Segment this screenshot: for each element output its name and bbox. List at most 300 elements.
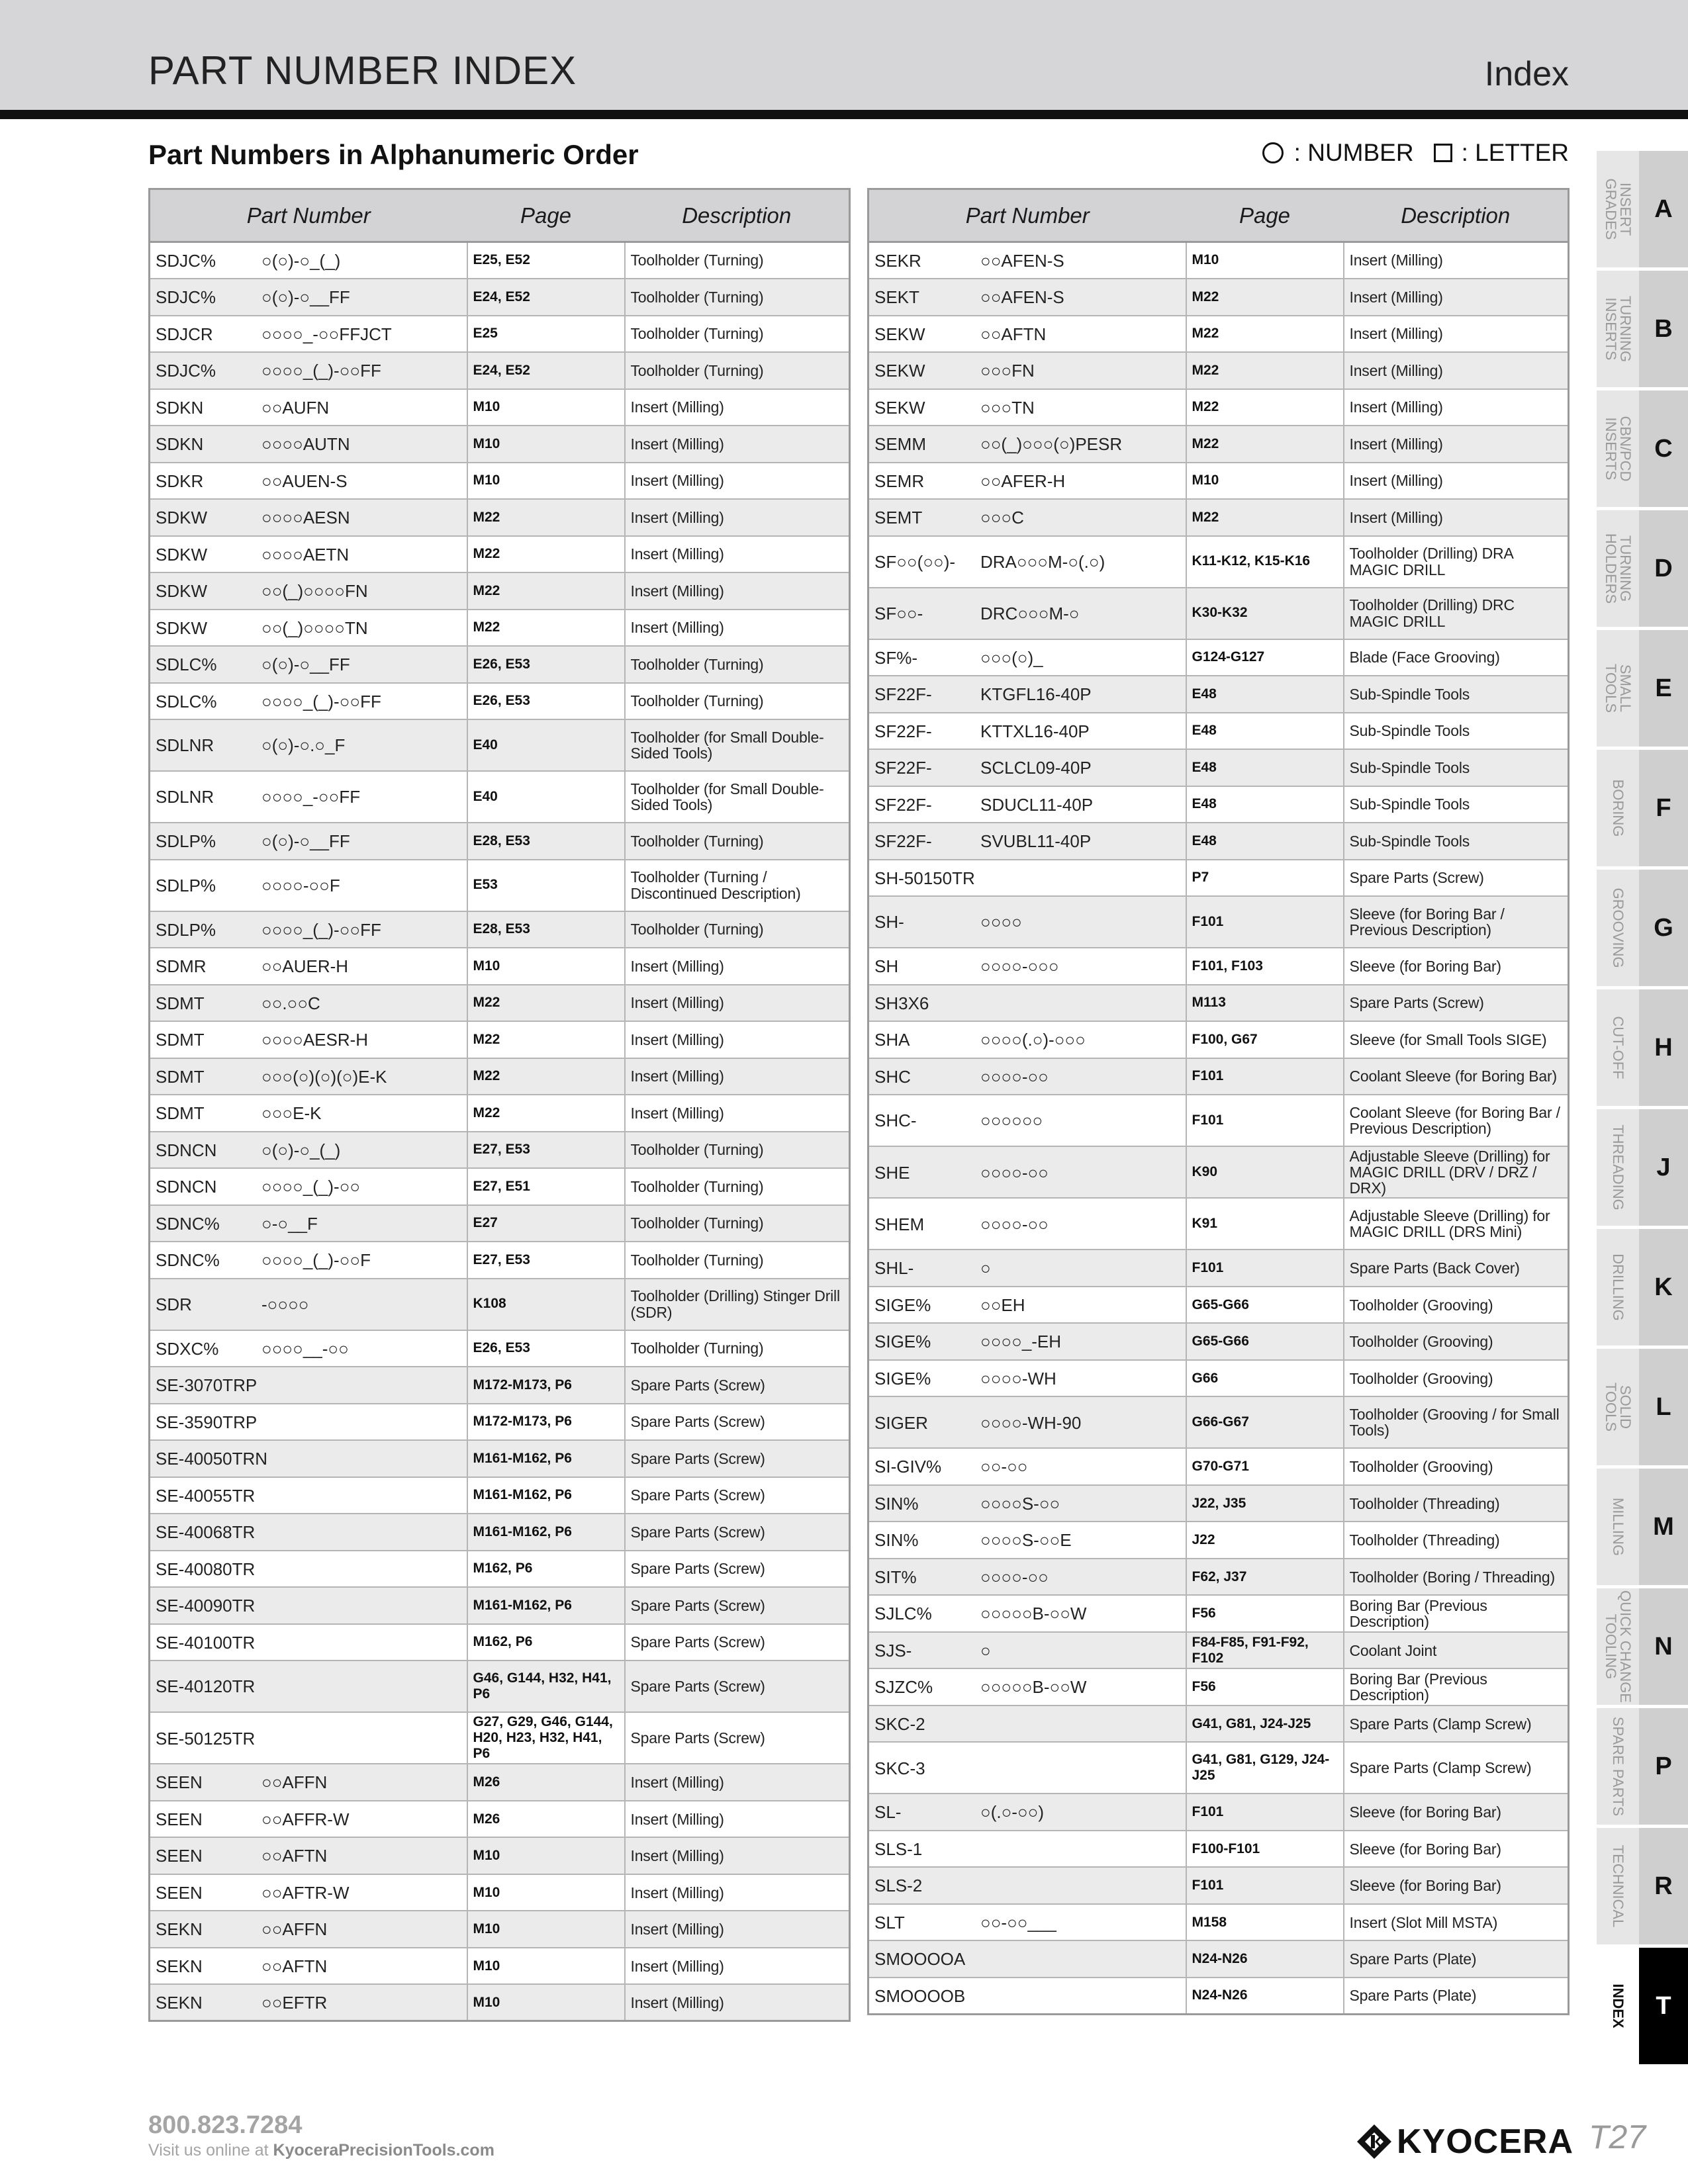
description-cell: Sub-Spindle Tools bbox=[1344, 749, 1569, 786]
page-ref-cell[interactable]: M10 bbox=[467, 389, 625, 426]
page-ref-cell[interactable]: J22 bbox=[1186, 1522, 1344, 1559]
page-ref-cell[interactable]: F100, G67 bbox=[1186, 1021, 1344, 1058]
section-tab-j[interactable] bbox=[1597, 1109, 1688, 1226]
part-prefix: SEKW bbox=[874, 361, 925, 381]
description-cell: Insert (Milling) bbox=[625, 1911, 850, 1948]
page-ref-cell[interactable]: M22 bbox=[1186, 316, 1344, 353]
part-number-cell bbox=[868, 1559, 1186, 1596]
page-ref-cell[interactable]: G66 bbox=[1186, 1360, 1344, 1397]
description-cell: Adjustable Sleeve (Drilling) for MAGIC DRILL (DRS Mini) bbox=[1344, 1198, 1569, 1250]
description-cell: Sleeve (for Boring Bar) bbox=[1344, 1831, 1569, 1868]
table-row bbox=[868, 713, 1569, 750]
table-row bbox=[150, 536, 850, 573]
part-suffix: ○○○○_(_)-○○FF bbox=[261, 361, 381, 381]
page-ref-cell[interactable]: M22 bbox=[1186, 279, 1344, 316]
page-ref-cell[interactable]: E24, E52 bbox=[467, 352, 625, 389]
part-prefix: SF○○- bbox=[874, 603, 923, 623]
page-ref-cell[interactable]: M22 bbox=[467, 1021, 625, 1058]
table-body-left bbox=[150, 242, 850, 2021]
page-ref-cell[interactable]: F56 bbox=[1186, 1668, 1344, 1706]
page-ref-cell[interactable]: N24-N26 bbox=[1186, 1978, 1344, 2015]
tab-label: SPARE PARTS bbox=[1610, 1716, 1626, 1817]
part-prefix: SE-40050TRN bbox=[156, 1449, 268, 1469]
table-row bbox=[868, 1095, 1569, 1146]
part-number-cell bbox=[868, 676, 1186, 713]
page-ref-cell[interactable]: M162, P6 bbox=[467, 1551, 625, 1588]
part-suffix: ○○○○_-○○FF bbox=[261, 787, 361, 807]
description-cell: Toolholder (Boring / Threading) bbox=[1344, 1559, 1569, 1596]
part-prefix: SH- bbox=[874, 912, 904, 933]
page-ref-cell[interactable]: M172-M173, P6 bbox=[467, 1367, 625, 1404]
section-tab-p[interactable] bbox=[1597, 1708, 1688, 1825]
part-number-cell bbox=[150, 499, 467, 536]
part-prefix: SDXC% bbox=[156, 1338, 219, 1359]
description-cell: Toolholder (Turning) bbox=[625, 1168, 850, 1205]
part-suffix: ○○○C bbox=[980, 508, 1024, 528]
description-cell: Insert (Milling) bbox=[625, 948, 850, 985]
part-suffix: DRC○○○M-○ bbox=[980, 603, 1080, 623]
page-ref-cell[interactable]: G65-G66 bbox=[1186, 1323, 1344, 1360]
section-tab-f[interactable] bbox=[1597, 750, 1688, 866]
table-row bbox=[868, 316, 1569, 353]
table-row bbox=[150, 316, 850, 353]
part-number-cell bbox=[150, 572, 467, 610]
page-ref-cell[interactable]: F101 bbox=[1186, 1867, 1344, 1904]
description-cell: Insert (Milling) bbox=[625, 1058, 850, 1095]
table-row bbox=[150, 610, 850, 647]
part-number-cell bbox=[150, 279, 467, 316]
section-tab-r[interactable] bbox=[1597, 1828, 1688, 1944]
page-ref-cell[interactable]: G70-G71 bbox=[1186, 1448, 1344, 1485]
part-number-cell bbox=[150, 683, 467, 720]
table-row bbox=[150, 1764, 850, 1801]
page-ref-cell[interactable]: M10 bbox=[1186, 242, 1344, 279]
description-cell: Toolholder (Turning) bbox=[625, 316, 850, 353]
part-prefix: SLS-2 bbox=[874, 1876, 923, 1896]
table-row bbox=[150, 911, 850, 948]
table-row bbox=[150, 771, 850, 823]
description-cell: Spare Parts (Screw) bbox=[625, 1712, 850, 1764]
description-cell: Insert (Milling) bbox=[625, 499, 850, 536]
page-ref-cell[interactable]: M22 bbox=[467, 1095, 625, 1132]
section-tab-t[interactable] bbox=[1597, 1948, 1688, 2064]
page-ref-cell[interactable]: F100-F101 bbox=[1186, 1831, 1344, 1868]
part-number-cell bbox=[150, 1132, 467, 1169]
tab-letter: M bbox=[1639, 1469, 1688, 1585]
table-row bbox=[150, 1477, 850, 1514]
description-cell: Toolholder (for Small Double-Sided Tools) bbox=[625, 719, 850, 771]
page-ref-cell[interactable]: E27, E53 bbox=[467, 1132, 625, 1169]
page-ref-cell[interactable]: M22 bbox=[467, 536, 625, 573]
page-ref-cell[interactable]: F101 bbox=[1186, 896, 1344, 948]
page-ref-cell[interactable]: N24-N26 bbox=[1186, 1940, 1344, 1978]
part-prefix: SEKT bbox=[874, 287, 919, 308]
table-row bbox=[150, 1367, 850, 1404]
tab-letter: D bbox=[1639, 510, 1688, 627]
description-cell: Toolholder (Turning) bbox=[625, 279, 850, 316]
part-number-cell bbox=[868, 985, 1186, 1022]
page-ref-cell[interactable]: M22 bbox=[1186, 389, 1344, 426]
part-number-cell bbox=[150, 1404, 467, 1441]
table-row bbox=[868, 786, 1569, 823]
table-header-row bbox=[150, 189, 850, 242]
part-number-cell bbox=[150, 242, 467, 279]
part-suffix: ○(.○-○○) bbox=[980, 1802, 1045, 1823]
tab-label-wrap bbox=[1597, 1469, 1639, 1585]
part-number-cell bbox=[868, 1742, 1186, 1794]
part-prefix: SEEN bbox=[156, 1846, 203, 1866]
tab-letter: F bbox=[1639, 750, 1688, 866]
section-tab-h[interactable] bbox=[1597, 989, 1688, 1106]
tab-label-wrap bbox=[1597, 630, 1639, 747]
page-ref-cell[interactable]: M10 bbox=[467, 1948, 625, 1985]
part-prefix: SEKN bbox=[156, 1993, 203, 2013]
part-suffix: ○○AFFR-W bbox=[261, 1809, 350, 1829]
table-row bbox=[150, 1205, 850, 1242]
page-ref-cell[interactable]: J22, J35 bbox=[1186, 1485, 1344, 1522]
table-row bbox=[868, 536, 1569, 588]
part-number-cell bbox=[868, 463, 1186, 500]
page-ref-cell[interactable]: M10 bbox=[467, 948, 625, 985]
part-suffix: ○○AFEN-S bbox=[980, 250, 1064, 271]
part-prefix: SEKN bbox=[156, 1956, 203, 1976]
page-ref-cell[interactable]: E48 bbox=[1186, 676, 1344, 713]
part-prefix: SHEM bbox=[874, 1214, 925, 1234]
table-row bbox=[150, 499, 850, 536]
description-cell: Toolholder (Grooving / for Small Tools) bbox=[1344, 1396, 1569, 1448]
page-ref-cell[interactable]: M161-M162, P6 bbox=[467, 1514, 625, 1551]
part-number-cell bbox=[150, 1874, 467, 1911]
footer-web-url[interactable]: KyoceraPrecisionTools.com bbox=[273, 2141, 494, 2160]
legend-number-text: : NUMBER bbox=[1293, 139, 1414, 166]
page-ref-cell[interactable]: F101 bbox=[1186, 1794, 1344, 1831]
section-tab-a[interactable] bbox=[1597, 151, 1688, 267]
page-ref-cell[interactable]: E25 bbox=[467, 316, 625, 353]
part-number-cell bbox=[150, 823, 467, 860]
page-ref-cell[interactable]: M22 bbox=[467, 1058, 625, 1095]
page-ref-cell[interactable]: P7 bbox=[1186, 860, 1344, 897]
page-ref-cell[interactable]: K108 bbox=[467, 1279, 625, 1330]
table-row bbox=[150, 1021, 850, 1058]
page-ref-cell[interactable]: M10 bbox=[467, 463, 625, 500]
part-suffix: ○○○FN bbox=[980, 361, 1035, 381]
page-ref-cell[interactable]: E26, E53 bbox=[467, 683, 625, 720]
table-row bbox=[868, 588, 1569, 639]
part-prefix: SLT bbox=[874, 1912, 905, 1933]
page-ref-cell[interactable]: E27, E53 bbox=[467, 1242, 625, 1279]
page-ref-cell[interactable]: E27, E51 bbox=[467, 1168, 625, 1205]
part-number-cell bbox=[150, 948, 467, 985]
page-ref-cell[interactable]: K91 bbox=[1186, 1198, 1344, 1250]
page-ref-cell[interactable]: G41, G81, G129, J24-J25 bbox=[1186, 1742, 1344, 1794]
tab-label: QUICK CHANGE TOOLING bbox=[1603, 1590, 1634, 1703]
table-row bbox=[868, 860, 1569, 897]
part-number-cell bbox=[150, 1661, 467, 1712]
page-ref-cell[interactable]: M22 bbox=[467, 610, 625, 647]
part-prefix: SDLP% bbox=[156, 919, 216, 940]
part-prefix: SI-GIV% bbox=[874, 1457, 942, 1477]
part-suffix: SCLCL09-40P bbox=[980, 758, 1092, 778]
table-row bbox=[868, 1485, 1569, 1522]
section-tab-d[interactable] bbox=[1597, 510, 1688, 627]
description-cell: Toolholder (Turning) bbox=[625, 1330, 850, 1367]
page-ref-cell[interactable]: E48 bbox=[1186, 823, 1344, 860]
tab-label-wrap bbox=[1597, 870, 1639, 986]
page-ref-cell[interactable]: M161-M162, P6 bbox=[467, 1477, 625, 1514]
page-ref-cell[interactable]: M10 bbox=[467, 1837, 625, 1874]
table-row bbox=[868, 1706, 1569, 1743]
description-cell: Spare Parts (Clamp Screw) bbox=[1344, 1706, 1569, 1743]
section-tab-e[interactable] bbox=[1597, 630, 1688, 747]
page-ref-cell[interactable]: M172-M173, P6 bbox=[467, 1404, 625, 1441]
page-ref-cell[interactable]: K11-K12, K15-K16 bbox=[1186, 536, 1344, 588]
tab-label: SMALL TOOLS bbox=[1603, 663, 1634, 713]
section-tab-n[interactable] bbox=[1597, 1588, 1688, 1705]
tab-label-wrap bbox=[1597, 1588, 1639, 1705]
part-prefix: SF22F- bbox=[874, 794, 932, 815]
section-tab-m[interactable] bbox=[1597, 1469, 1688, 1585]
page-ref-cell[interactable]: M22 bbox=[467, 499, 625, 536]
part-prefix: SKC-3 bbox=[874, 1758, 925, 1778]
description-cell: Toolholder (Turning) bbox=[625, 1242, 850, 1279]
page-ref-cell[interactable]: E40 bbox=[467, 719, 625, 771]
page-ref-cell[interactable]: G65-G66 bbox=[1186, 1287, 1344, 1324]
page-ref-cell[interactable]: M22 bbox=[1186, 352, 1344, 389]
part-prefix: SDLP% bbox=[156, 875, 216, 895]
part-number-cell bbox=[868, 426, 1186, 463]
table-row bbox=[868, 499, 1569, 536]
tab-letter: T bbox=[1639, 1948, 1688, 2064]
part-suffix: ○○○○-○○ bbox=[980, 1162, 1049, 1183]
part-prefix: SF22F- bbox=[874, 758, 932, 778]
description-cell: Insert (Milling) bbox=[625, 1837, 850, 1874]
part-number-cell bbox=[868, 352, 1186, 389]
description-cell: Spare Parts (Screw) bbox=[1344, 985, 1569, 1022]
table-row bbox=[150, 1551, 850, 1588]
footer-website bbox=[148, 2141, 494, 2160]
description-cell: Toolholder (Turning) bbox=[625, 823, 850, 860]
part-number-cell bbox=[150, 1330, 467, 1367]
description-cell: Toolholder (for Small Double-Sided Tools) bbox=[625, 771, 850, 823]
part-prefix: SDLC% bbox=[156, 655, 217, 675]
page-ref-cell[interactable]: M161-M162, P6 bbox=[467, 1587, 625, 1624]
part-prefix: SDKW bbox=[156, 617, 207, 638]
page-ref-cell[interactable]: E24, E52 bbox=[467, 279, 625, 316]
section-tab-b[interactable] bbox=[1597, 271, 1688, 387]
page-ref-cell[interactable]: M158 bbox=[1186, 1904, 1344, 1941]
part-number-cell bbox=[868, 1831, 1186, 1868]
table-row bbox=[150, 719, 850, 771]
section-tab-g[interactable] bbox=[1597, 870, 1688, 986]
page-ref-cell[interactable]: M161-M162, P6 bbox=[467, 1440, 625, 1477]
part-number-cell bbox=[868, 1940, 1186, 1978]
part-prefix: SF○○(○○)- bbox=[874, 551, 956, 572]
table-row bbox=[150, 426, 850, 463]
table-row bbox=[150, 1984, 850, 2021]
part-number-cell bbox=[150, 646, 467, 683]
description-cell: Spare Parts (Screw) bbox=[625, 1587, 850, 1624]
description-cell: Insert (Milling) bbox=[625, 1948, 850, 1985]
kyocera-mark-icon bbox=[1356, 2123, 1393, 2160]
part-suffix: ○○AFTR-W bbox=[261, 1882, 350, 1903]
part-prefix: SE-40090TR bbox=[156, 1596, 256, 1616]
tab-label: TURNING INSERTS bbox=[1603, 295, 1634, 363]
tab-label-wrap bbox=[1597, 510, 1639, 627]
page-ref-cell[interactable]: M162, P6 bbox=[467, 1624, 625, 1661]
page-ref-cell[interactable]: E48 bbox=[1186, 749, 1344, 786]
description-cell: Insert (Milling) bbox=[625, 1095, 850, 1132]
part-suffix: ○ bbox=[980, 1258, 991, 1279]
page-ref-cell[interactable]: M22 bbox=[467, 985, 625, 1022]
table-row bbox=[150, 1801, 850, 1838]
part-prefix: SEKW bbox=[874, 397, 925, 418]
part-number-cell bbox=[868, 499, 1186, 536]
section-tab-c[interactable] bbox=[1597, 390, 1688, 507]
part-suffix: ○○○○-○○ bbox=[980, 1066, 1049, 1087]
part-prefix: SE-40100TR bbox=[156, 1632, 256, 1653]
page-ref-cell[interactable]: M10 bbox=[467, 1911, 625, 1948]
page-ref-cell[interactable]: G27, G29, G46, G144, H20, H23, H32, H41, P6 bbox=[467, 1712, 625, 1764]
page-ref-cell[interactable]: E48 bbox=[1186, 713, 1344, 750]
table-row bbox=[150, 1587, 850, 1624]
symbol-legend bbox=[1262, 139, 1569, 167]
page-ref-cell[interactable]: G46, G144, H32, H41, P6 bbox=[467, 1661, 625, 1712]
tab-label: BORING bbox=[1610, 779, 1626, 837]
part-prefix: SDLC% bbox=[156, 691, 217, 711]
description-cell: Spare Parts (Screw) bbox=[625, 1440, 850, 1477]
page-ref-cell[interactable]: F101, F103 bbox=[1186, 948, 1344, 985]
part-prefix: SF%- bbox=[874, 647, 917, 668]
part-number-cell bbox=[868, 896, 1186, 948]
part-suffix: ○○AFEN-S bbox=[980, 287, 1064, 308]
part-suffix: ○○○○AESN bbox=[261, 508, 350, 528]
table-row bbox=[150, 1168, 850, 1205]
page-ref-cell[interactable]: F101 bbox=[1186, 1095, 1344, 1146]
part-suffix: ○○○○○B-○○W bbox=[980, 1604, 1087, 1624]
part-number-cell bbox=[150, 1021, 467, 1058]
page-ref-cell[interactable]: E26, E53 bbox=[467, 1330, 625, 1367]
page-ref-cell[interactable]: M22 bbox=[1186, 499, 1344, 536]
table-row bbox=[150, 1404, 850, 1441]
part-number-cell bbox=[868, 786, 1186, 823]
part-prefix: SE-50125TR bbox=[156, 1728, 256, 1749]
column-header-page: Page bbox=[467, 189, 625, 242]
part-prefix: SJS- bbox=[874, 1640, 912, 1661]
description-cell: Sub-Spindle Tools bbox=[1344, 823, 1569, 860]
part-suffix: ○○○○AESR-H bbox=[261, 1030, 369, 1050]
table-row bbox=[868, 1250, 1569, 1287]
tab-letter: E bbox=[1639, 630, 1688, 747]
tab-letter: G bbox=[1639, 870, 1688, 986]
page-ref-cell[interactable]: K90 bbox=[1186, 1146, 1344, 1198]
part-prefix: SHC- bbox=[874, 1111, 917, 1131]
section-tab-l[interactable] bbox=[1597, 1349, 1688, 1465]
page-ref-cell[interactable]: M113 bbox=[1186, 985, 1344, 1022]
part-suffix: ○○○○_-○○FFJCT bbox=[261, 324, 392, 344]
part-number-cell bbox=[150, 389, 467, 426]
part-number-cell bbox=[150, 316, 467, 353]
page-ref-cell[interactable]: F62, J37 bbox=[1186, 1559, 1344, 1596]
tab-letter: H bbox=[1639, 989, 1688, 1106]
page-ref-cell[interactable]: E27 bbox=[467, 1205, 625, 1242]
description-cell: Toolholder (Turning) bbox=[625, 683, 850, 720]
table-row bbox=[150, 1058, 850, 1095]
part-prefix: SH3X6 bbox=[874, 993, 929, 1013]
description-cell: Coolant Joint bbox=[1344, 1632, 1569, 1669]
description-cell: Toolholder (Turning) bbox=[625, 352, 850, 389]
page-ref-cell[interactable]: E48 bbox=[1186, 786, 1344, 823]
page-ref-cell[interactable]: E28, E53 bbox=[467, 911, 625, 948]
page-ref-cell[interactable]: G41, G81, J24-J25 bbox=[1186, 1706, 1344, 1743]
page-ref-cell[interactable]: K30-K32 bbox=[1186, 588, 1344, 639]
part-suffix: ○○○○○B-○○W bbox=[980, 1677, 1087, 1698]
page-ref-cell[interactable]: E25, E52 bbox=[467, 242, 625, 279]
page-ref-cell[interactable]: E53 bbox=[467, 860, 625, 911]
page-ref-cell[interactable]: M10 bbox=[467, 1874, 625, 1911]
page-ref-cell[interactable]: E28, E53 bbox=[467, 823, 625, 860]
page-ref-cell[interactable]: M10 bbox=[1186, 463, 1344, 500]
header-rule bbox=[0, 110, 1688, 119]
section-tab-k[interactable] bbox=[1597, 1229, 1688, 1345]
description-cell: Insert (Milling) bbox=[625, 463, 850, 500]
part-number-cell bbox=[150, 1168, 467, 1205]
part-prefix: SEMT bbox=[874, 508, 923, 528]
page-ref-cell[interactable]: M22 bbox=[467, 572, 625, 610]
description-cell: Insert (Milling) bbox=[1344, 242, 1569, 279]
part-number-cell bbox=[150, 1801, 467, 1838]
part-suffix: ○○○○_-EH bbox=[980, 1332, 1062, 1352]
table-row bbox=[150, 1911, 850, 1948]
description-cell: Insert (Milling) bbox=[625, 1874, 850, 1911]
tab-letter: A bbox=[1639, 151, 1688, 267]
part-prefix: SDMR bbox=[156, 956, 207, 977]
page-ref-cell[interactable]: F101 bbox=[1186, 1250, 1344, 1287]
description-cell: Insert (Milling) bbox=[625, 389, 850, 426]
part-suffix: -○○○○ bbox=[261, 1294, 309, 1314]
column-header-description: Description bbox=[625, 189, 850, 242]
page-ref-cell[interactable]: M26 bbox=[467, 1801, 625, 1838]
page-ref-cell[interactable]: G124-G127 bbox=[1186, 639, 1344, 676]
description-cell: Insert (Milling) bbox=[625, 536, 850, 573]
table-row bbox=[150, 1661, 850, 1712]
description-cell: Insert (Milling) bbox=[1344, 463, 1569, 500]
page-ref-cell[interactable]: E40 bbox=[467, 771, 625, 823]
page-ref-cell[interactable]: F101 bbox=[1186, 1058, 1344, 1095]
page-ref-cell[interactable]: M10 bbox=[467, 1984, 625, 2021]
description-cell: Toolholder (Grooving) bbox=[1344, 1360, 1569, 1397]
table-row bbox=[868, 1360, 1569, 1397]
page-ref-cell[interactable]: M10 bbox=[467, 426, 625, 463]
part-number-cell bbox=[868, 1058, 1186, 1095]
page-ref-cell[interactable]: F56 bbox=[1186, 1595, 1344, 1632]
part-prefix: SEKW bbox=[874, 324, 925, 344]
table-row bbox=[868, 1668, 1569, 1706]
table-row bbox=[150, 1242, 850, 1279]
part-suffix: ○○AFTN bbox=[261, 1956, 328, 1976]
page-ref-cell[interactable]: F84-F85, F91-F92, F102 bbox=[1186, 1632, 1344, 1669]
description-cell: Toolholder (Grooving) bbox=[1344, 1448, 1569, 1485]
description-cell: Insert (Milling) bbox=[625, 572, 850, 610]
page-ref-cell[interactable]: E26, E53 bbox=[467, 646, 625, 683]
page-ref-cell[interactable]: M22 bbox=[1186, 426, 1344, 463]
part-suffix: ○○(_)○○○○TN bbox=[261, 617, 368, 638]
part-prefix: SEEN bbox=[156, 1882, 203, 1903]
page-ref-cell[interactable]: G66-G67 bbox=[1186, 1396, 1344, 1448]
tab-label-wrap bbox=[1597, 1109, 1639, 1226]
page-ref-cell[interactable]: M26 bbox=[467, 1764, 625, 1801]
table-row bbox=[868, 1632, 1569, 1669]
part-suffix: ○○○(○)_ bbox=[980, 647, 1043, 668]
